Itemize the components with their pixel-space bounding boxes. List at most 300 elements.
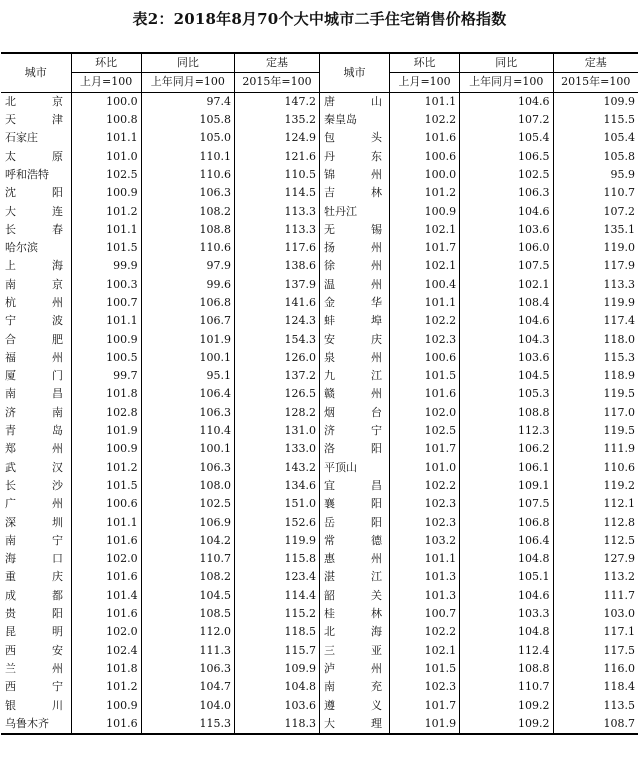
table-row [1,568,638,586]
yoy-value-left: 106.3 [141,404,234,422]
mom-value-right: 102.2 [390,623,460,641]
mom-value-left: 102.5 [71,166,141,184]
city-name-text: 长 春 [5,222,63,236]
base-value-right: 116.0 [553,660,638,678]
yoy-value-right: 107.2 [460,111,553,129]
city-name-left: 乌鲁木齐 [1,715,71,734]
city-name-text: 沈 阳 [5,186,63,200]
yoy-value-left: 97.4 [141,92,234,111]
city-name-text: 济 宁 [323,424,382,438]
mom-value-left: 101.8 [71,385,141,403]
mom-value-left: 101.8 [71,660,141,678]
city-name-right [319,715,389,734]
base-value-right: 103.0 [553,605,638,623]
yoy-value-right: 102.1 [460,276,553,294]
table-row [1,550,638,568]
yoy-value-right: 104.6 [460,92,553,111]
base-value-left: 113.3 [235,221,320,239]
city-name-text: 长 沙 [5,478,63,492]
base-value-left: 119.9 [235,532,320,550]
subheader-yoy-right: 上年同月=100 [460,73,553,92]
city-name-left [1,330,71,348]
city-name-text: 包 头 [323,131,382,145]
mom-value-left: 101.2 [71,678,141,696]
yoy-value-right: 104.8 [460,623,553,641]
city-name-right [319,221,389,239]
city-name-text: 银 川 [5,698,63,712]
yoy-value-right: 104.3 [460,330,553,348]
base-value-left: 137.2 [235,367,320,385]
base-value-right: 117.4 [553,312,638,330]
header-yoy-right: 同比 [460,53,553,73]
mom-value-right: 102.5 [390,422,460,440]
city-name-left [1,568,71,586]
mom-value-right: 101.1 [390,550,460,568]
base-value-left: 134.6 [235,477,320,495]
mom-value-right: 102.0 [390,404,460,422]
yoy-value-left: 101.9 [141,330,234,348]
base-value-left: 152.6 [235,513,320,531]
city-name-right [319,129,389,147]
base-value-right: 115.3 [553,349,638,367]
mom-value-left: 101.6 [71,715,141,734]
mom-value-left: 100.8 [71,111,141,129]
city-name-right [319,568,389,586]
mom-value-right: 101.3 [390,587,460,605]
mom-value-right: 102.1 [390,642,460,660]
table-row [1,202,638,220]
city-name-text: 太 原 [5,149,63,163]
mom-value-left: 101.1 [71,221,141,239]
city-name-right [319,550,389,568]
yoy-value-left: 110.7 [141,550,234,568]
base-value-left: 104.8 [235,678,320,696]
base-value-right: 107.2 [553,202,638,220]
table-title: 表2：2018年8月70个大中城市二手住宅销售价格指数 [132,10,507,28]
subheader-mom-right: 上月=100 [390,73,460,92]
city-name-text: 上 海 [5,259,63,273]
yoy-value-right: 103.6 [460,349,553,367]
mom-value-right: 101.3 [390,568,460,586]
table-row [1,257,638,275]
mom-value-left: 100.6 [71,495,141,513]
base-value-left: 118.5 [235,623,320,641]
base-value-left: 128.2 [235,404,320,422]
yoy-value-right: 104.8 [460,550,553,568]
city-name-right [319,532,389,550]
table-body [1,92,638,734]
yoy-value-right: 105.4 [460,129,553,147]
price-index-table [1,52,638,735]
yoy-value-left: 105.8 [141,111,234,129]
city-name-text: 赣 州 [323,387,382,401]
table-row [1,349,638,367]
city-name-right [319,605,389,623]
city-name-text: 青 岛 [5,424,63,438]
mom-value-right: 100.6 [390,147,460,165]
base-value-left: 115.8 [235,550,320,568]
city-name-left [1,477,71,495]
city-name-right [319,367,389,385]
yoy-value-left: 106.4 [141,385,234,403]
base-value-right: 117.0 [553,404,638,422]
city-name-left [1,532,71,550]
base-value-right: 111.9 [553,440,638,458]
table-row [1,495,638,513]
yoy-value-right: 102.5 [460,166,553,184]
city-name-right [319,678,389,696]
mom-value-left: 101.6 [71,568,141,586]
city-name-right [319,312,389,330]
mom-value-left: 102.8 [71,404,141,422]
city-name-text: 深 圳 [5,515,63,529]
city-name-left [1,111,71,129]
city-name-left: 呼和浩特 [5,167,49,181]
mom-value-right: 101.7 [390,696,460,714]
base-value-right: 117.1 [553,623,638,641]
yoy-value-left: 104.2 [141,532,234,550]
mom-value-left: 100.9 [71,440,141,458]
base-value-left: 113.3 [235,202,320,220]
yoy-value-left: 108.0 [141,477,234,495]
yoy-value-left: 108.8 [141,221,234,239]
base-value-left: 126.5 [235,385,320,403]
city-name-text: 济 南 [5,405,63,419]
base-value-right: 109.9 [553,92,638,111]
yoy-value-right: 106.2 [460,440,553,458]
city-name-text: 三 亚 [323,643,382,657]
city-name-text: 厦 门 [5,369,63,383]
base-value-right: 105.8 [553,147,638,165]
base-value-left: 109.9 [235,660,320,678]
base-value-right: 119.9 [553,294,638,312]
base-value-right: 118.4 [553,678,638,696]
header-mom-left: 环比 [71,53,141,73]
yoy-value-left: 108.2 [141,202,234,220]
mom-value-left: 101.5 [71,239,141,257]
yoy-value-right: 104.6 [460,202,553,220]
mom-value-left: 101.2 [71,202,141,220]
yoy-value-right: 107.5 [460,257,553,275]
yoy-value-right: 108.8 [460,404,553,422]
city-name-right [319,184,389,202]
city-name-left [1,147,71,165]
city-name-left [1,92,71,111]
mom-value-left: 100.7 [71,294,141,312]
base-value-right: 105.4 [553,129,638,147]
city-name-right: 平顶山 [319,459,389,477]
city-name-text: 锦 州 [323,167,382,181]
table-row [1,367,638,385]
yoy-value-right: 105.1 [460,568,553,586]
base-value-right: 95.9 [553,166,638,184]
base-value-left: 121.6 [235,147,320,165]
city-name-left [1,550,71,568]
city-name-text: 泉 州 [323,350,382,364]
city-name-left [1,605,71,623]
yoy-value-left: 102.5 [141,495,234,513]
mom-value-right: 101.9 [390,715,460,734]
mom-value-left: 101.5 [71,477,141,495]
table-row [1,312,638,330]
mom-value-right: 102.3 [390,513,460,531]
base-value-left: 123.4 [235,568,320,586]
yoy-value-right: 106.1 [460,459,553,477]
yoy-value-right: 110.7 [460,678,553,696]
yoy-value-left: 104.7 [141,678,234,696]
base-value-right: 127.9 [553,550,638,568]
city-name-left [1,587,71,605]
city-name-text: 福 州 [5,350,63,364]
city-name-text: 重 庆 [5,570,63,584]
city-name-text: 广 州 [5,497,63,511]
city-name-text: 桂 林 [323,607,382,621]
table-row [1,642,638,660]
base-value-left: 103.6 [235,696,320,714]
base-value-right: 108.7 [553,715,638,734]
base-value-right: 113.3 [553,276,638,294]
city-name-right [319,239,389,257]
base-value-left: 131.0 [235,422,320,440]
mom-value-left: 100.9 [71,696,141,714]
yoy-value-right: 104.6 [460,587,553,605]
mom-value-right: 101.2 [390,184,460,202]
city-name-text: 南 充 [323,680,382,694]
yoy-value-right: 107.5 [460,495,553,513]
yoy-value-right: 109.1 [460,477,553,495]
mom-value-right: 100.4 [390,276,460,294]
city-name-left [1,696,71,714]
yoy-value-right: 105.3 [460,385,553,403]
base-value-right: 118.9 [553,367,638,385]
city-name-left [1,312,71,330]
mom-value-left: 100.0 [71,92,141,111]
city-name-text: 南 昌 [5,387,63,401]
city-name-right [319,696,389,714]
table-row [1,239,638,257]
table-row [1,221,638,239]
base-value-left: 110.5 [235,166,320,184]
yoy-value-right: 104.6 [460,312,553,330]
table-row [1,715,638,734]
base-value-left: 143.2 [235,459,320,477]
city-name-text: 惠 州 [323,552,382,566]
yoy-value-right: 108.4 [460,294,553,312]
base-value-left: 124.3 [235,312,320,330]
base-value-right: 117.5 [553,642,638,660]
city-name-text: 北 京 [5,94,63,108]
yoy-value-right: 106.8 [460,513,553,531]
yoy-value-left: 106.3 [141,184,234,202]
yoy-value-left: 115.3 [141,715,234,734]
mom-value-right: 101.5 [390,367,460,385]
header-mom-right: 环比 [390,53,460,73]
mom-value-left: 100.3 [71,276,141,294]
base-value-right: 111.7 [553,587,638,605]
table-row [1,459,638,477]
mom-value-right: 101.7 [390,239,460,257]
city-name-text: 郑 州 [5,442,63,456]
city-name-text: 韶 关 [323,588,382,602]
city-name-right [319,422,389,440]
base-value-left: 147.2 [235,92,320,111]
table-header [1,53,638,92]
city-name-right [319,385,389,403]
city-name-text: 丹 东 [323,149,382,163]
city-name-text: 宜 昌 [323,478,382,492]
city-name-left: 哈尔滨 [5,241,38,255]
mom-value-right: 102.2 [390,312,460,330]
base-value-left: 126.0 [235,349,320,367]
yoy-value-left: 110.4 [141,422,234,440]
base-value-right: 113.5 [553,696,638,714]
city-name-text: 岳 阳 [323,515,382,529]
city-name-right [319,660,389,678]
city-name-left [1,367,71,385]
table-row [1,404,638,422]
city-name-right: 牡丹江 [319,202,389,220]
city-name-text: 西 安 [5,643,63,657]
table-row [1,184,638,202]
base-value-left: 135.2 [235,111,320,129]
base-value-left: 137.9 [235,276,320,294]
city-name-text: 蚌 埠 [323,314,382,328]
city-name-left: 石家庄 [5,131,38,145]
mom-value-left: 100.9 [71,184,141,202]
city-name-left [1,495,71,513]
yoy-value-left: 106.3 [141,459,234,477]
table-row [1,587,638,605]
mom-value-left: 101.6 [71,605,141,623]
city-name-left [1,202,71,220]
table-row [1,532,638,550]
table-row [1,276,638,294]
city-name-left [1,294,71,312]
yoy-value-right: 106.5 [460,147,553,165]
yoy-value-left: 110.1 [141,147,234,165]
base-value-left: 124.9 [235,129,320,147]
table-row [1,92,638,111]
mom-value-right: 100.7 [390,605,460,623]
table-row [1,385,638,403]
city-name-text: 徐 州 [323,259,382,273]
mom-value-left: 101.2 [71,459,141,477]
table-row [1,623,638,641]
base-value-left: 115.7 [235,642,320,660]
city-name-left [1,459,71,477]
city-name-text: 常 德 [323,533,382,547]
mom-value-right: 101.7 [390,440,460,458]
city-name-right [319,166,389,184]
table-row [1,678,638,696]
base-value-left: 154.3 [235,330,320,348]
yoy-value-left: 104.0 [141,696,234,714]
yoy-value-left: 110.6 [141,166,234,184]
city-name-left [1,257,71,275]
yoy-value-left: 106.8 [141,294,234,312]
yoy-value-left: 105.0 [141,129,234,147]
yoy-value-right: 108.8 [460,660,553,678]
city-name-text: 海 口 [5,552,63,566]
mom-value-left: 101.6 [71,532,141,550]
base-value-left: 114.5 [235,184,320,202]
city-name-text: 无 锡 [323,222,382,236]
yoy-value-left: 104.5 [141,587,234,605]
city-name-left [1,440,71,458]
city-name-right [319,440,389,458]
base-value-left: 151.0 [235,495,320,513]
base-value-right: 110.6 [553,459,638,477]
mom-value-left: 102.0 [71,623,141,641]
base-value-right: 117.9 [553,257,638,275]
city-name-right [319,276,389,294]
city-name-right [319,257,389,275]
mom-value-left: 101.1 [71,312,141,330]
table-row [1,477,638,495]
yoy-value-right: 112.4 [460,642,553,660]
base-value-right: 112.5 [553,532,638,550]
mom-value-right: 102.3 [390,678,460,696]
city-name-text: 成 都 [5,588,63,602]
base-value-right: 115.5 [553,111,638,129]
table-row [1,330,638,348]
city-name-right: 秦皇岛 [319,111,389,129]
city-name-text: 遵 义 [323,698,382,712]
base-value-left: 114.4 [235,587,320,605]
yoy-value-left: 108.5 [141,605,234,623]
mom-value-left: 102.0 [71,550,141,568]
city-name-text: 合 肥 [5,332,63,346]
base-value-right: 119.2 [553,477,638,495]
city-name-left [1,349,71,367]
city-name-left [1,404,71,422]
yoy-value-left: 100.1 [141,349,234,367]
yoy-value-left: 97.9 [141,257,234,275]
city-name-right [319,587,389,605]
table-row [1,166,638,184]
subheader-base-right: 2015年=100 [553,73,638,92]
mom-value-right: 101.1 [390,294,460,312]
table-row [1,660,638,678]
city-name-text: 天 津 [5,113,63,127]
yoy-value-right: 104.5 [460,367,553,385]
base-value-left: 133.0 [235,440,320,458]
mom-value-right: 102.2 [390,111,460,129]
mom-value-left: 101.1 [71,129,141,147]
city-name-text: 金 华 [323,296,382,309]
yoy-value-left: 111.3 [141,642,234,660]
yoy-value-left: 112.0 [141,623,234,641]
mom-value-right: 102.2 [390,477,460,495]
city-name-text: 唐 山 [323,94,382,108]
city-name-left [1,385,71,403]
city-name-left [1,513,71,531]
city-name-text: 洛 阳 [323,442,382,456]
yoy-value-right: 112.3 [460,422,553,440]
city-name-text: 扬 州 [323,241,382,255]
table-row [1,129,638,147]
mom-value-left: 101.0 [71,147,141,165]
base-value-left: 138.6 [235,257,320,275]
mom-value-left: 99.9 [71,257,141,275]
city-name-right [319,642,389,660]
city-name-text: 兰 州 [5,661,63,675]
header-city-right: 城市 [319,53,389,92]
subheader-yoy-left: 上年同月=100 [141,73,234,92]
header-base-left: 定基 [235,53,320,73]
city-name-right [319,513,389,531]
city-name-right [319,294,389,312]
